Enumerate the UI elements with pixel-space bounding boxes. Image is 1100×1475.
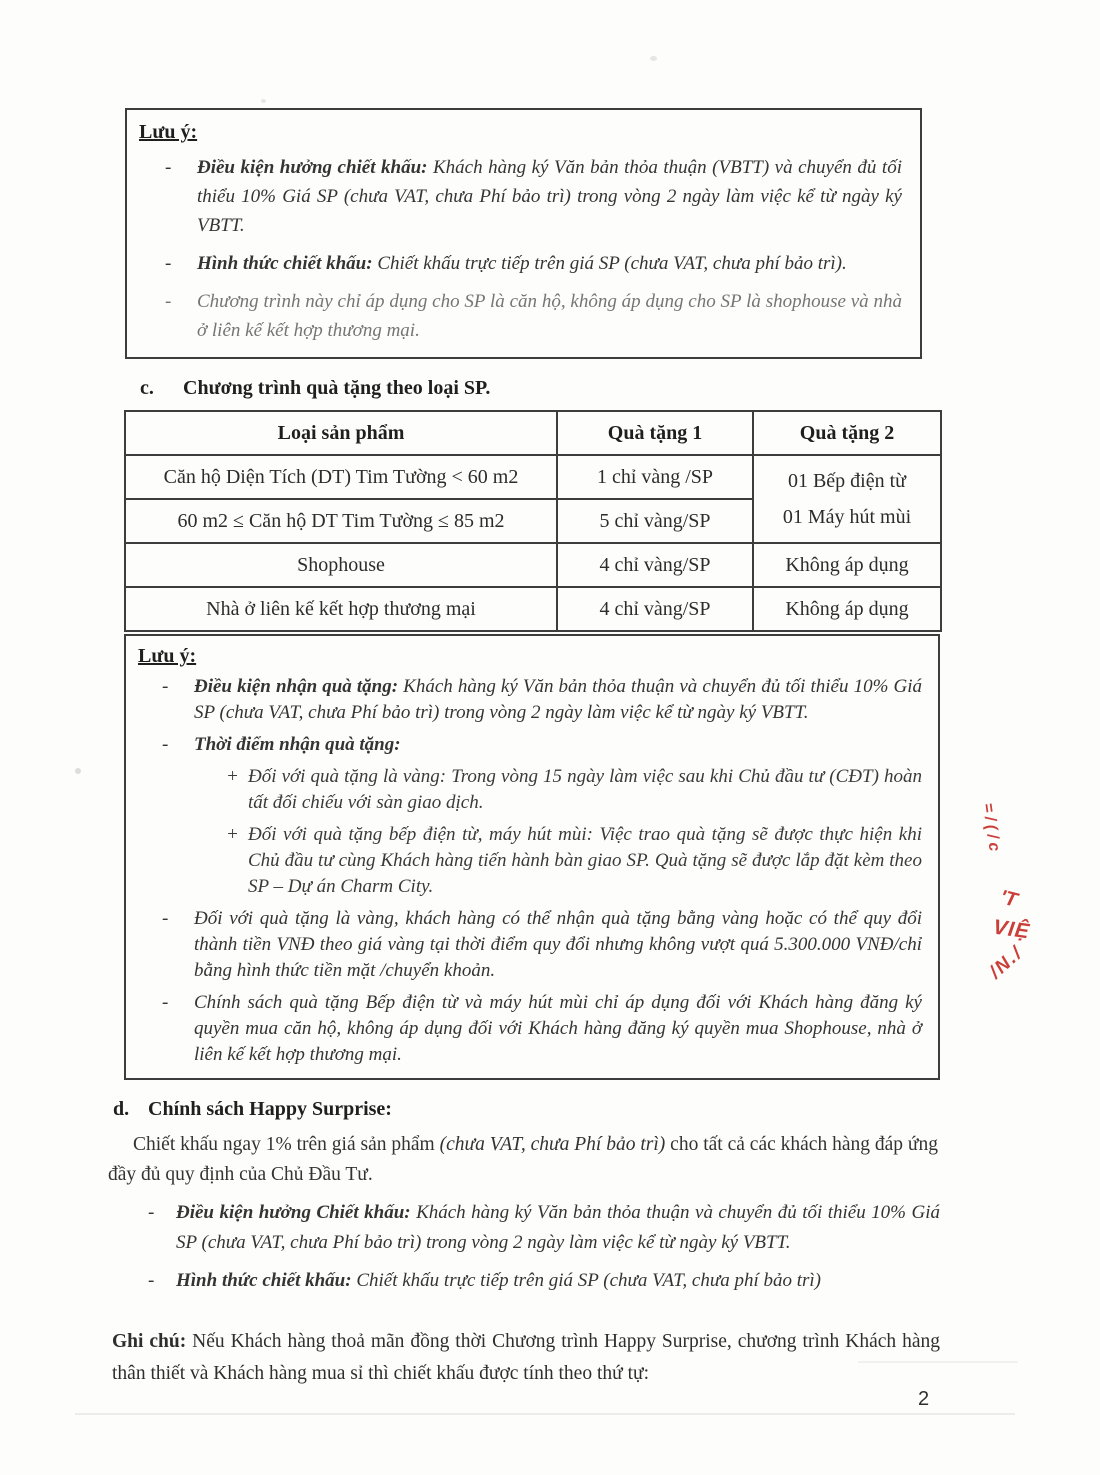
bullet-text <box>197 287 902 345</box>
cell-product: 60 m2 ≤ Căn hộ DT Tim Tường ≤ 85 m2 <box>125 499 557 543</box>
bullet-lead: Điều kiện hưởng chiết khấu: <box>197 157 433 178</box>
bullet-dash: - <box>148 1270 155 1291</box>
section-c-heading <box>140 375 940 401</box>
section-title: Chính sách Happy Surprise: <box>148 1098 392 1120</box>
section-label: c. <box>140 377 154 399</box>
bullet-dash: - <box>162 676 169 697</box>
stamp-fragment-icon: =/(/c <box>979 802 1004 857</box>
bullet-dash: - <box>148 1202 155 1223</box>
bullet-body: Chiết khấu trực tiếp trên giá SP (chưa VAT, chưa phí bảo trì). <box>377 253 847 274</box>
stamp-fragment-icon: 'T <box>997 886 1020 912</box>
footnote-lead: Ghi chú: <box>112 1331 193 1352</box>
bullet-body: Khách hàng ký Văn bản thỏa thuận và chuyển đủ tối thiểu 10% Giá SP (chưa VAT, chưa Phí bảo trì) trong vòng 2 ngày làm việc kể từ ngày ký VBTT. <box>194 676 922 723</box>
bullet-lead: Thời điểm nhận quà tặng: <box>194 734 401 755</box>
bullet-dash: - <box>162 734 169 755</box>
cell-product: Căn hộ Diện Tích (DT) Tim Tường < 60 m2 <box>125 455 557 499</box>
list-item <box>162 674 922 726</box>
footnote-body: Nếu Khách hàng thoả mãn đồng thời Chương trình Happy Surprise, chương trình Khách hàng thân thiết và Khách hàng mua sỉ thì chiết khấu được tính theo thứ tự: <box>112 1331 940 1384</box>
bullet-body: Khách hàng ký Văn bản thỏa thuận (VBTT) và chuyển đủ tối thiểu 10% Giá SP (chưa VAT, chưa Phí bảo trì) trong vòng 2 ngày làm việc kể từ ngày ký VBTT. <box>197 157 902 236</box>
list-item <box>165 249 902 278</box>
gift-program-table <box>124 410 942 632</box>
table-header-row <box>125 411 941 455</box>
cell-gift2: Không áp dụng <box>753 543 941 587</box>
plus-marker: + <box>226 824 239 845</box>
document-body <box>100 0 940 1390</box>
list-item <box>165 287 902 345</box>
bullet-dash: - <box>165 253 172 274</box>
list-item <box>162 906 922 984</box>
bullet-body: Chương trình này chỉ áp dụng cho SP là căn hộ, không áp dụng cho SP là shophouse và nhà ở liên kế kết hợp thương mại. <box>197 291 902 341</box>
cell-gift1: 5 chỉ vàng/SP <box>557 499 753 543</box>
sub-list-item <box>226 764 922 816</box>
table-row <box>125 543 941 587</box>
section-title: Chương trình quà tặng theo loại SP. <box>183 377 491 399</box>
col-header-gift2: Quà tặng 2 <box>753 411 941 455</box>
bullet-dash: - <box>165 291 172 312</box>
section-d-heading <box>113 1096 940 1122</box>
note-box-gifts <box>124 634 940 1080</box>
section-label: d. <box>113 1098 130 1120</box>
list-item <box>162 732 922 758</box>
bullet-text <box>176 1198 940 1258</box>
bullet-text <box>176 1266 940 1296</box>
note-title: Lưu ý: <box>139 121 198 143</box>
list-item <box>148 1266 940 1296</box>
table-row <box>125 587 941 631</box>
cell-gift1: 1 chỉ vàng /SP <box>557 455 753 499</box>
merged-line-2: 01 Máy hút mùi <box>782 506 912 528</box>
sub-list-item <box>226 822 922 900</box>
bullet-body: Khách hàng ký Văn bản thỏa thuận và chuyển đủ tối thiểu 10% Giá SP (chưa VAT, chưa Phí bảo trì) trong vòng 2 ngày làm việc kể từ ngày ký VBTT. <box>176 1202 940 1253</box>
bullet-lead: Điều kiện nhận quà tặng: <box>194 676 404 697</box>
intro-part1: Chiết khấu ngay 1% trên giá sản phẩm <box>133 1134 440 1155</box>
plus-marker: + <box>226 766 239 787</box>
col-header-product: Loại sản phẩm <box>125 411 557 455</box>
bullet-body: Chiết khấu trực tiếp trên giá SP (chưa VAT, chưa phí bảo trì) <box>356 1270 821 1291</box>
table-row <box>125 455 941 499</box>
cell-gift2-merged <box>753 455 941 543</box>
cell-gift2: Không áp dụng <box>753 587 941 631</box>
cell-gift1: 4 chỉ vàng/SP <box>557 543 753 587</box>
bullet-dash: - <box>162 908 169 929</box>
sub-bullet-body: Đối với quà tặng bếp điện từ, máy hút mùi: Việc trao quà tặng sẽ được thực hiện khi Chủ đầu tư cùng Khách hàng tiến hành bàn giao SP. Quà tặng sẽ được lắp đặt kèm theo SP – Dự án Charm City. <box>248 824 922 897</box>
merged-line-1: 01 Bếp điện từ <box>787 470 907 492</box>
bullet-text <box>194 674 922 726</box>
bullet-text <box>194 732 922 758</box>
stamp-fragment-icon: VIỆ <box>991 915 1032 944</box>
list-item <box>148 1198 940 1258</box>
note-box-discount <box>125 108 922 359</box>
sub-bullet-body: Đối với quà tặng là vàng: Trong vòng 15 ngày làm việc sau khi Chủ đầu tư (CĐT) hoàn tất đối chiếu với sàn giao dịch. <box>248 766 922 813</box>
cell-product: Nhà ở liên kế kết hợp thương mại <box>125 587 557 631</box>
intro-part2: cho tất cả các khách hàng đáp ứng đầy đủ quy định của Chủ Đầu Tư. <box>108 1134 938 1185</box>
bullet-lead: Điều kiện hưởng Chiết khấu: <box>176 1202 417 1223</box>
bullet-lead: Hình thức chiết khấu: <box>176 1270 357 1291</box>
page-number: 2 <box>918 1388 930 1410</box>
scan-artifact-line <box>75 1413 1015 1415</box>
scan-speck <box>75 768 81 774</box>
col-header-gift1: Quà tặng 1 <box>557 411 753 455</box>
section-d-intro <box>108 1130 938 1190</box>
note-title: Lưu ý: <box>138 645 197 667</box>
cell-product: Shophouse <box>125 543 557 587</box>
stamp-fragment-icon: /N./ <box>985 942 1028 983</box>
bullet-body: Đối với quà tặng là vàng, khách hàng có thể nhận quà tặng bằng vàng hoặc có thể quy đổi thành tiền VNĐ theo giá vàng tại thời điểm quy đổi nhưng không vượt quá 5.300.000 VNĐ/chỉ bằng hình thức tiền mặt /chuyển khoản. <box>194 908 922 981</box>
intro-italic: (chưa VAT, chưa Phí bảo trì) <box>439 1134 666 1155</box>
cell-gift1: 4 chỉ vàng/SP <box>557 587 753 631</box>
list-item <box>165 153 902 240</box>
list-item <box>162 990 922 1068</box>
footnote <box>112 1326 940 1390</box>
bullet-dash: - <box>162 992 169 1013</box>
bullet-text <box>197 249 902 278</box>
bullet-dash: - <box>165 157 172 178</box>
bullet-body: Chính sách quà tặng Bếp điện từ và máy hút mùi chỉ áp dụng đối với Khách hàng đăng ký quyền mua căn hộ, không áp dụng đối với Khách hàng đăng ký quyền mua Shophouse, nhà ở liên kế kết hợp thương mại. <box>194 992 922 1065</box>
bullet-lead: Hình thức chiết khấu: <box>197 253 378 274</box>
bullet-text <box>197 153 902 240</box>
